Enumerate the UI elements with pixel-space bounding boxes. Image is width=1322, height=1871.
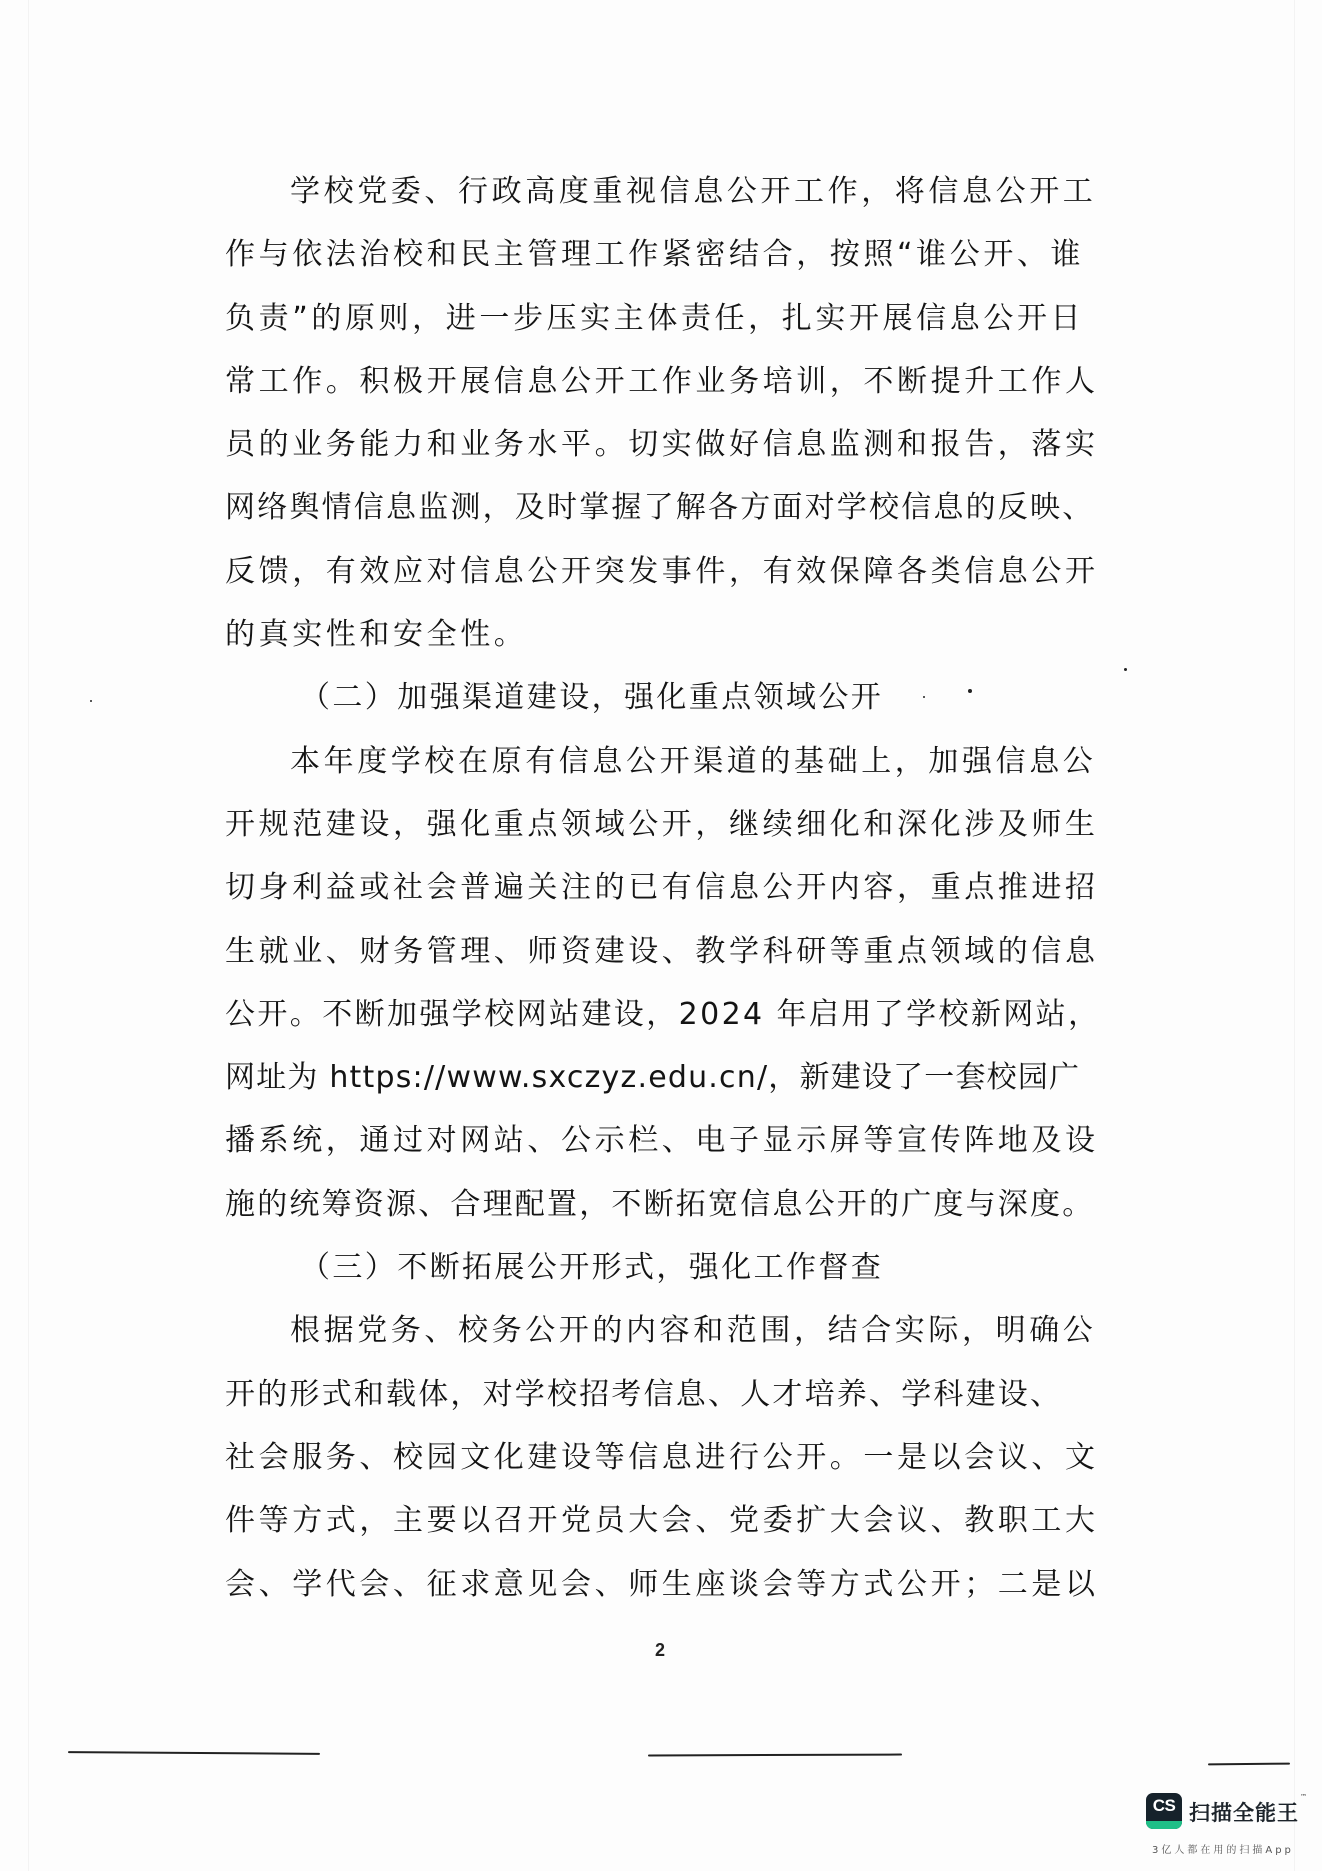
scan-speck xyxy=(923,696,925,698)
scan-speck xyxy=(90,700,92,702)
paragraph-2-line-1: 本年度学校在原有信息公开渠道的基础上，加强信息公 xyxy=(290,743,1097,779)
section-heading-3: （三）不断拓展公开形式，强化工作督查 xyxy=(300,1250,884,1286)
paragraph-2-line-4: 生就业、财务管理、师资建设、教学科研等重点领域的信息 xyxy=(225,933,1099,969)
page-number: 2 xyxy=(655,1640,666,1660)
paragraph-3-line-5: 会、学代会、征求意见会、师生座谈会等方式公开；二是以 xyxy=(225,1566,1099,1602)
paragraph-2-line-5: 公开。不断加强学校网站建设，2024 年启用了学校新网站， xyxy=(225,996,1101,1032)
paragraph-2-line-3: 切身利益或社会普遍关注的已有信息公开内容，重点推进招 xyxy=(225,870,1099,906)
camscanner-logo-icon: CS xyxy=(1146,1793,1182,1829)
paragraph-1-line-1: 学校党委、行政高度重视信息公开工作，将信息公开工 xyxy=(290,174,1097,209)
footer-rule-center xyxy=(648,1754,902,1757)
paragraph-3-line-1: 根据党务、校务公开的内容和范围，结合实际，明确公 xyxy=(290,1313,1097,1349)
paragraph-3-line-3: 社会服务、校园文化建设等信息进行公开。一是以会议、文 xyxy=(225,1439,1099,1475)
scan-edge-right xyxy=(1294,0,1295,1871)
paragraph-2-line-6: 网址为 https://www.sxczyz.edu.cn/，新建设了一套校园广 xyxy=(225,1060,1081,1096)
document-body xyxy=(225,172,1125,1628)
watermark-app-name: 扫描全能王 xyxy=(1189,1801,1299,1825)
footer-rule-left xyxy=(68,1751,320,1755)
paragraph-1-line-2: 作与依法治校和民主管理工作紧密结合，按照“谁公开、谁 xyxy=(225,237,1085,273)
scan-edge-left xyxy=(28,0,29,1871)
watermark-slogan: 3亿人都在用的扫描App xyxy=(1152,1845,1294,1856)
scan-speck xyxy=(1124,668,1127,671)
paragraph-1-line-8: 的真实性和安全性。 xyxy=(225,617,528,653)
section-heading-2: （二）加强渠道建设，强化重点领域公开 xyxy=(300,680,884,716)
paragraph-1-line-6: 网络舆情信息监测，及时掌握了解各方面对学校信息的反映、 xyxy=(225,490,1095,526)
paragraph-1-line-3: 负责”的原则，进一步压实主体责任，扎实开展信息公开日 xyxy=(225,300,1085,336)
paragraph-3-line-4: 件等方式，主要以召开党员大会、党委扩大会议、教职工大 xyxy=(225,1503,1099,1539)
camscanner-watermark xyxy=(1146,1793,1316,1863)
paragraph-1-line-4: 常工作。积极开展信息公开工作业务培训，不断提升工作人 xyxy=(225,363,1099,399)
paragraph-1-line-7: 反馈，有效应对信息公开突发事件，有效保障各类信息公开 xyxy=(225,553,1099,589)
footer-rule-right xyxy=(1208,1763,1290,1766)
trademark-mark: ™ xyxy=(1300,1793,1307,1801)
paragraph-3-line-2: 开的形式和载体，对学校招考信息、人才培养、学科建设、 xyxy=(225,1376,1063,1412)
paragraph-2-line-2: 开规范建设，强化重点领域公开，继续细化和深化涉及师生 xyxy=(225,806,1099,842)
paragraph-2-line-7: 播系统，通过对网站、公示栏、电子显示屏等宣传阵地及设 xyxy=(225,1123,1099,1159)
paragraph-2-line-8: 施的统筹资源、合理配置，不断拓宽信息公开的广度与深度。 xyxy=(225,1186,1095,1222)
scan-speck xyxy=(968,689,972,693)
paragraph-1-line-5: 员的业务能力和业务水平。切实做好信息监测和报告，落实 xyxy=(225,427,1099,463)
